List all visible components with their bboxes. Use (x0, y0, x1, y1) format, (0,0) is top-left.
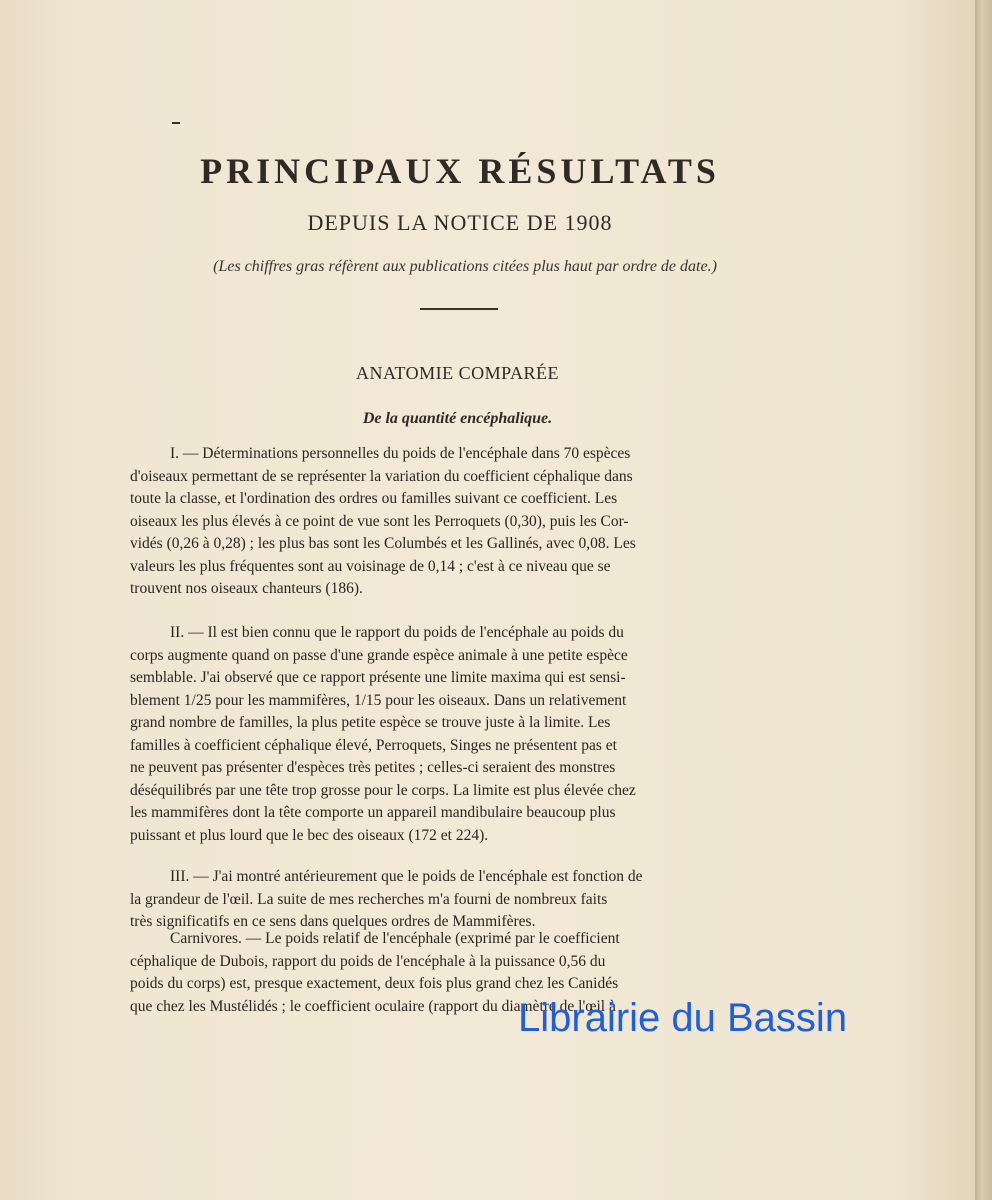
paragraph-2 (130, 622, 770, 847)
text-line: ne peuvent pas présenter d'espèces très petites ; celles-ci seraient des monstres (130, 759, 616, 776)
text-line: toute la classe, et l'ordination des ordres ou familles suivant ce coefficient. Les (130, 490, 618, 507)
text-line: trouvent nos oiseaux chanteurs (186). (130, 580, 363, 597)
text-line: que chez les Mustélidés ; le coefficient oculaire (rapport du diamètre de l'œil à (130, 997, 616, 1015)
subsection-title: De la quantité encéphalique. (362, 410, 553, 427)
text-line: grand nombre de familles, la plus petite espèce se trouve juste à la limite. Les (130, 714, 611, 731)
page-edge (975, 0, 992, 1200)
text-line: oiseaux les plus élevés à ce point de vue sont les Perroquets (0,30), puis les Cor- (130, 512, 629, 530)
text-line: céphalique de Dubois, rapport du poids de l'encéphale à la puissance 0,56 du (130, 952, 606, 970)
text-line: puissant et plus lourd que le bec des oiseaux (172 et 224). (130, 826, 489, 844)
text-line: les mammifères dont la tête comporte un appareil mandibulaire beaucoup plus (130, 804, 616, 821)
text-line: corps augmente quand on passe d'une grande espèce animale à une petite espèce (130, 646, 628, 664)
text-line: très significatifs en ce sens dans quelques ordres de Mammifères. (130, 913, 536, 930)
page-title: PRINCIPAUX RÉSULTATS (200, 151, 720, 191)
text-line: poids du corps) est, presque exactement, deux fois plus grand chez les Canidés (130, 975, 619, 992)
text-line: vidés (0,26 à 0,28) ; les plus bas sont les Columbés et les Gallinés, avec 0,08. Les (130, 535, 636, 552)
section-title: ANATOMIE COMPARÉE (355, 363, 560, 383)
print-mark (172, 122, 180, 124)
text-line: I. — Déterminations personnelles du poids de l'encéphale dans 70 espèces (170, 445, 631, 462)
text-line: valeurs les plus fréquentes sont au voisinage de 0,14 ; c'est à ce niveau que se (130, 557, 611, 575)
text-line: Carnivores. — Le poids relatif de l'encéphale (exprimé par le coefficient (170, 930, 620, 947)
text-line: II. — Il est bien connu que le rapport du poids de l'encéphale au poids du (170, 624, 624, 641)
text-line: familles à coefficient céphalique élevé, Perroquets, Singes ne présentent pas et (130, 736, 617, 754)
text-line: la grandeur de l'œil. La suite de mes recherches m'a fourni de nombreux faits (130, 890, 608, 908)
divider-rule (420, 308, 498, 310)
text-line: d'oiseaux permettant de se représenter la variation du coefficient céphalique dans (130, 467, 633, 485)
text-line: semblable. J'ai observé que ce rapport présente une limite maxima qui est sensi- (130, 669, 626, 686)
text-line: blement 1/25 pour les mammifères, 1/15 pour les oiseaux. Dans un relativement (130, 691, 627, 709)
reference-note: (Les chiffres gras réfèrent aux publications citées plus haut par ordre de date.) (213, 258, 717, 275)
page-subtitle: DEPUIS LA NOTICE DE 1908 (307, 210, 613, 235)
text-line: III. — J'ai montré antérieurement que le poids de l'encéphale est fonction de (170, 868, 643, 885)
paragraph-3 (130, 866, 770, 934)
paragraph-1 (130, 443, 770, 601)
text-line: déséquilibrés par une tête trop grosse pour le corps. La limite est plus élevée chez (130, 781, 636, 799)
watermark-text: Librairie du Bassin (518, 996, 848, 1040)
